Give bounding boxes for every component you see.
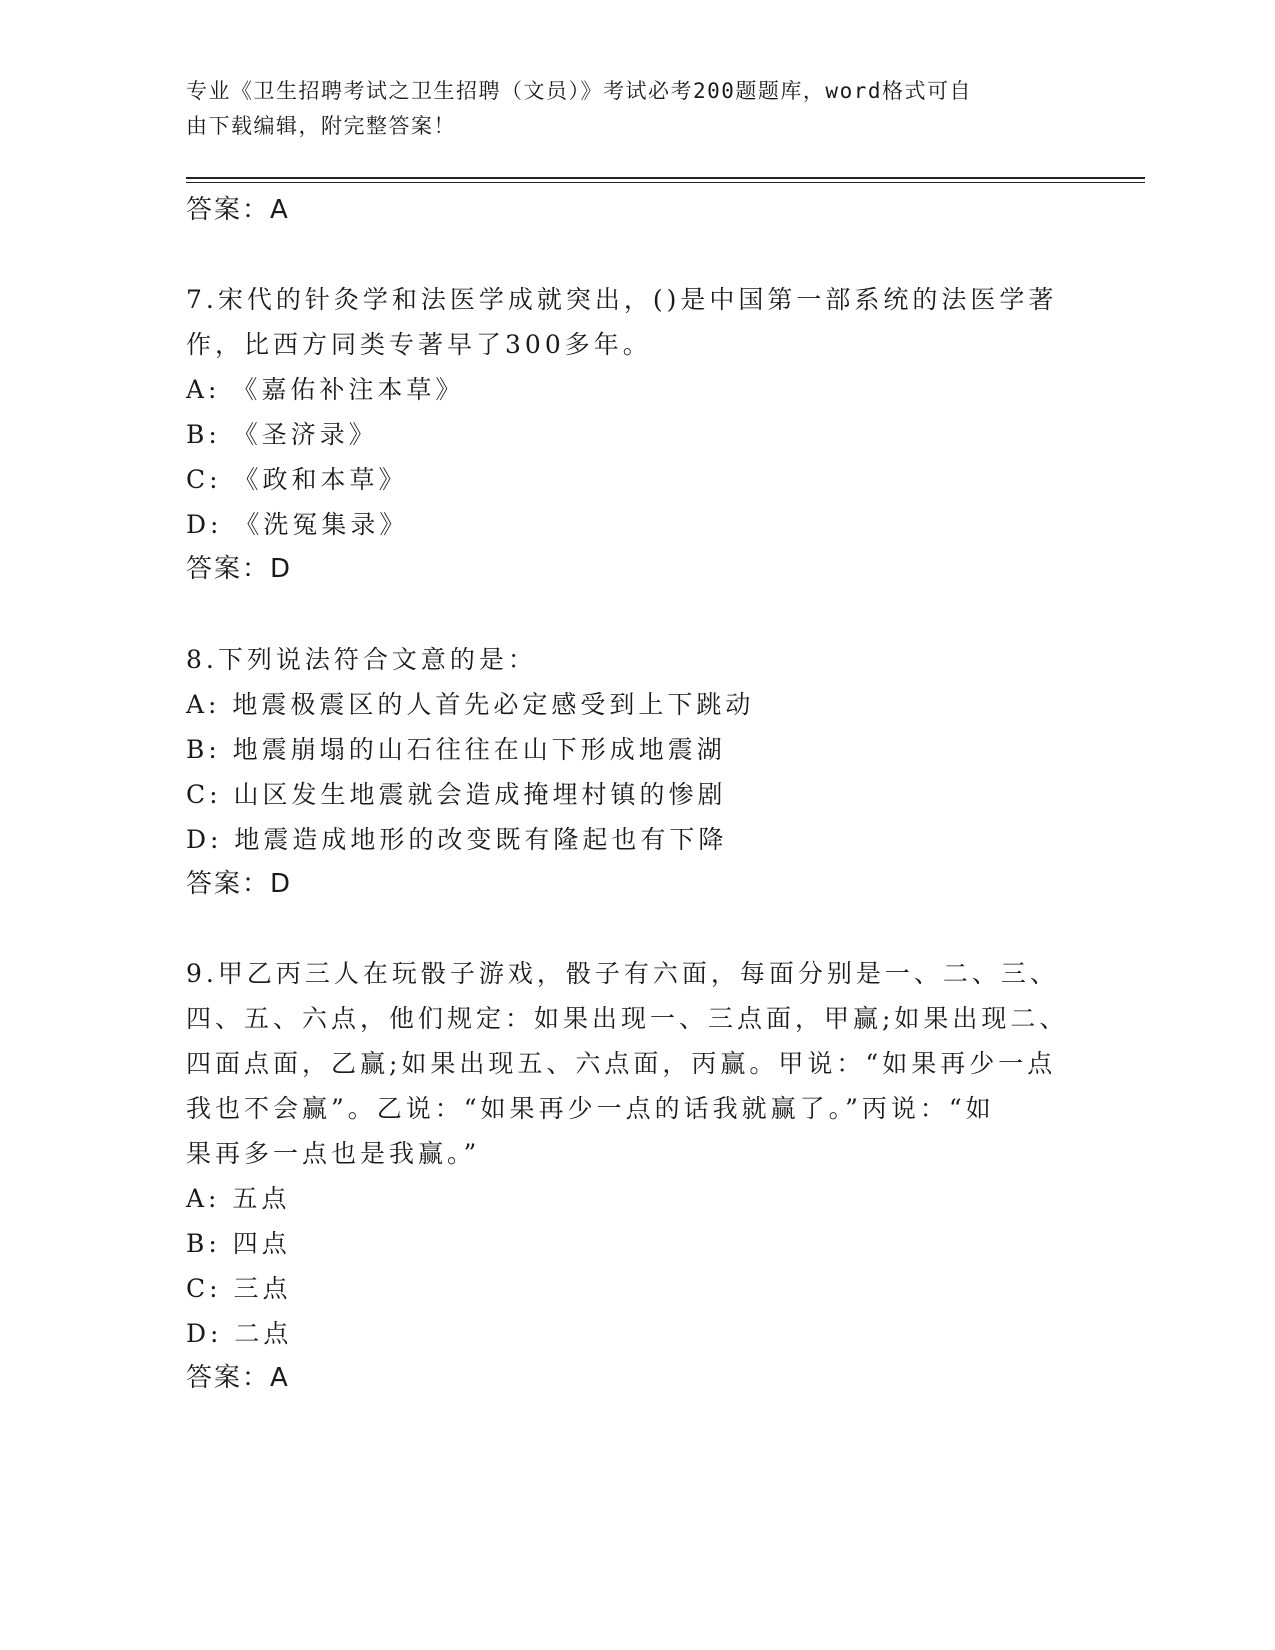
option-a: A: 《嘉佑补注本草》: [186, 375, 465, 404]
document-header: [186, 74, 1066, 144]
question-stem-line: 7.宋代的针灸学和法医学成就突出，()是中国第一部系统的法医学著: [186, 285, 1058, 314]
option-d: D: 《洗冤集录》: [186, 510, 409, 539]
question-stem-line: 9.甲乙丙三人在玩骰子游戏，骰子有六面，每面分别是一、二、三、: [186, 959, 1059, 988]
option-a: A: 五点: [186, 1184, 291, 1213]
question-8: [186, 637, 1086, 907]
option-c: C: 山区发生地震就会造成掩埋村镇的惨剧: [186, 780, 727, 809]
option-c: C: 《政和本草》: [186, 465, 408, 494]
answer-label: 答案：D: [186, 554, 293, 584]
question-stem-line: 四面点面，乙赢;如果出现五、六点面，丙赢。甲说：“如果再少一点: [186, 1049, 1057, 1078]
question-7: [186, 277, 1086, 592]
question-stem-line: 四、五、六点，他们规定：如果出现一、三点面，甲赢;如果出现二、: [186, 1004, 1069, 1033]
answer-label: 答案：A: [186, 195, 290, 225]
answer-label: 答案：A: [186, 1363, 290, 1393]
question-9: [186, 951, 1086, 1401]
option-b: B: 《圣济录》: [186, 420, 378, 449]
header-line-2: 由下载编辑，附完整答案！: [186, 114, 456, 138]
header-divider-thick: [186, 177, 1145, 179]
question-stem-line: 我也不会赢”。乙说：“如果再少一点的话我就赢了。”丙说：“如: [186, 1094, 995, 1123]
option-d: D: 地震造成地形的改变既有隆起也有下降: [186, 825, 728, 854]
option-b: B: 地震崩塌的山石往往在山下形成地震湖: [186, 735, 726, 764]
answer-label: 答案：D: [186, 869, 293, 899]
option-d: D: 二点: [186, 1319, 293, 1348]
question-stem-line: 果再多一点也是我赢。”: [186, 1139, 481, 1168]
option-a: A: 地震极震区的人首先必定感受到上下跳动: [186, 690, 755, 719]
option-c: C: 三点: [186, 1274, 292, 1303]
header-line-1: 专业《卫生招聘考试之卫生招聘（文员）》考试必考200题题库，word格式可自: [186, 79, 972, 103]
option-b: B: 四点: [186, 1229, 291, 1258]
header-divider-thin: [186, 182, 1145, 183]
question-stem-line: 8.下列说法符合文意的是：: [186, 645, 537, 674]
question-stem-line: 作，比西方同类专著早了300多年。: [186, 330, 652, 359]
top-answer-block: [186, 188, 1086, 233]
